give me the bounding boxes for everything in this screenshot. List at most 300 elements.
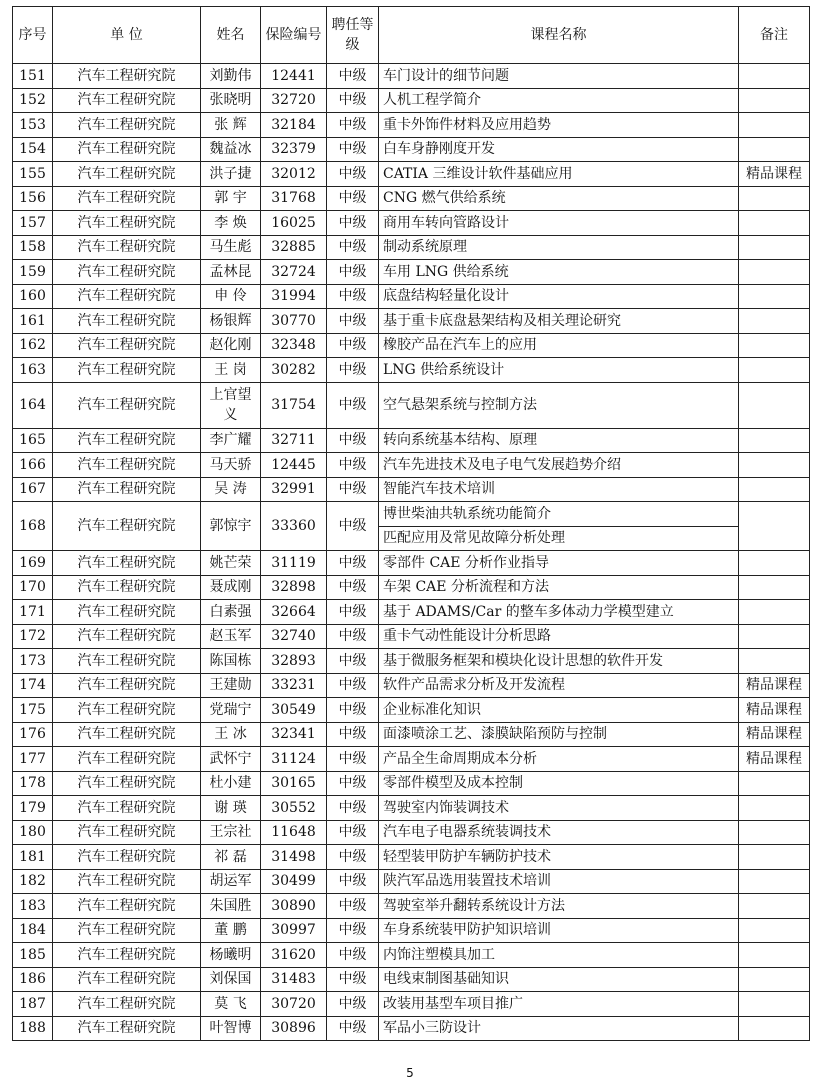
name-cell: 王 岗 (201, 358, 261, 383)
note-cell (739, 309, 810, 334)
name-cell: 郭 宇 (201, 186, 261, 211)
insurance-no-cell: 32711 (261, 428, 327, 453)
course-cell: 内饰注塑模具加工 (379, 943, 739, 968)
insurance-no-cell: 31124 (261, 747, 327, 772)
name-cell: 祁 磊 (201, 845, 261, 870)
note-cell: 精品课程 (739, 673, 810, 698)
unit-cell: 汽车工程研究院 (53, 88, 201, 113)
note-cell (739, 918, 810, 943)
insurance-no-cell: 32341 (261, 722, 327, 747)
insurance-no-cell: 33360 (261, 502, 327, 551)
course-cell: 轻型装甲防护车辆防护技术 (379, 845, 739, 870)
name-cell: 张 辉 (201, 113, 261, 138)
unit-cell: 汽车工程研究院 (53, 502, 201, 551)
table-row (13, 235, 810, 260)
note-cell (739, 575, 810, 600)
course-cell: 软件产品需求分析及开发流程 (379, 673, 739, 698)
name-cell: 马天骄 (201, 453, 261, 478)
table-body (13, 64, 810, 1041)
grade-cell: 中级 (327, 967, 379, 992)
course-cell: 转向系统基本结构、原理 (379, 428, 739, 453)
course-cell: CATIA 三维设计软件基础应用 (379, 162, 739, 187)
course-cell: 面漆喷涂工艺、漆膜缺陷预防与控制 (379, 722, 739, 747)
unit-cell: 汽车工程研究院 (53, 992, 201, 1017)
grade-cell: 中级 (327, 796, 379, 821)
row-number-cell: 174 (13, 673, 53, 698)
name-cell: 党瑞宁 (201, 698, 261, 723)
insurance-no-cell: 32184 (261, 113, 327, 138)
course-cell: 电线束制图基础知识 (379, 967, 739, 992)
note-cell (739, 502, 810, 551)
row-number-cell: 167 (13, 477, 53, 502)
unit-cell: 汽车工程研究院 (53, 796, 201, 821)
unit-cell: 汽车工程研究院 (53, 358, 201, 383)
row-number-cell: 172 (13, 624, 53, 649)
name-cell: 王宗社 (201, 820, 261, 845)
table-row (13, 698, 810, 723)
name-cell: 魏益冰 (201, 137, 261, 162)
row-number-cell: 188 (13, 1016, 53, 1041)
insurance-no-cell: 31768 (261, 186, 327, 211)
grade-cell: 中级 (327, 333, 379, 358)
unit-cell: 汽车工程研究院 (53, 967, 201, 992)
unit-cell: 汽车工程研究院 (53, 137, 201, 162)
insurance-no-cell: 30165 (261, 771, 327, 796)
unit-cell: 汽车工程研究院 (53, 309, 201, 334)
header-grade: 聘任等级 (327, 7, 379, 64)
name-cell: 王 冰 (201, 722, 261, 747)
row-number-cell: 170 (13, 575, 53, 600)
grade-cell: 中级 (327, 551, 379, 576)
row-number-cell: 175 (13, 698, 53, 723)
grade-cell: 中级 (327, 820, 379, 845)
grade-cell: 中级 (327, 894, 379, 919)
name-cell: 张晓明 (201, 88, 261, 113)
table-row (13, 477, 810, 502)
insurance-no-cell: 30890 (261, 894, 327, 919)
insurance-no-cell: 30282 (261, 358, 327, 383)
unit-cell: 汽车工程研究院 (53, 649, 201, 674)
unit-cell: 汽车工程研究院 (53, 820, 201, 845)
row-number-cell: 165 (13, 428, 53, 453)
grade-cell: 中级 (327, 649, 379, 674)
name-cell: 吴 涛 (201, 477, 261, 502)
note-cell (739, 453, 810, 478)
grade-cell: 中级 (327, 382, 379, 428)
course-cell: 车身系统装甲防护知识培训 (379, 918, 739, 943)
insurance-no-cell: 32012 (261, 162, 327, 187)
row-number-cell: 180 (13, 820, 53, 845)
name-cell: 李广耀 (201, 428, 261, 453)
row-number-cell: 186 (13, 967, 53, 992)
course-cell: 匹配应用及常见故障分析处理 (379, 526, 739, 551)
page-number: 5 (406, 1066, 414, 1080)
course-cell: 智能汽车技术培训 (379, 477, 739, 502)
name-cell: 郭惊宇 (201, 502, 261, 551)
grade-cell: 中级 (327, 113, 379, 138)
row-number-cell: 163 (13, 358, 53, 383)
note-cell (739, 771, 810, 796)
row-number-cell: 154 (13, 137, 53, 162)
note-cell: 精品课程 (739, 162, 810, 187)
note-cell (739, 358, 810, 383)
grade-cell: 中级 (327, 869, 379, 894)
course-cell: CNG 燃气供给系统 (379, 186, 739, 211)
row-number-cell: 151 (13, 64, 53, 89)
course-cell: 基于 ADAMS/Car 的整车多体动力学模型建立 (379, 600, 739, 625)
grade-cell: 中级 (327, 575, 379, 600)
row-number-cell: 173 (13, 649, 53, 674)
grade-cell: 中级 (327, 747, 379, 772)
name-cell: 洪子捷 (201, 162, 261, 187)
note-cell (739, 894, 810, 919)
name-cell: 莫 飞 (201, 992, 261, 1017)
unit-cell: 汽车工程研究院 (53, 894, 201, 919)
insurance-no-cell: 30720 (261, 992, 327, 1017)
course-cell: 基于微服务框架和模块化设计思想的软件开发 (379, 649, 739, 674)
grade-cell: 中级 (327, 722, 379, 747)
grade-cell: 中级 (327, 1016, 379, 1041)
table-row (13, 551, 810, 576)
grade-cell: 中级 (327, 600, 379, 625)
table-row (13, 284, 810, 309)
note-cell (739, 845, 810, 870)
course-cell: 驾驶室举升翻转系统设计方法 (379, 894, 739, 919)
course-cell: 汽车电子电器系统装调技术 (379, 820, 739, 845)
note-cell (739, 649, 810, 674)
grade-cell: 中级 (327, 428, 379, 453)
name-cell: 上官望义 (201, 382, 261, 428)
note-cell (739, 137, 810, 162)
course-cell: 车用 LNG 供给系统 (379, 260, 739, 285)
row-number-cell: 160 (13, 284, 53, 309)
unit-cell: 汽车工程研究院 (53, 747, 201, 772)
insurance-no-cell: 12445 (261, 453, 327, 478)
insurance-no-cell: 32724 (261, 260, 327, 285)
row-number-cell: 159 (13, 260, 53, 285)
unit-cell: 汽车工程研究院 (53, 624, 201, 649)
grade-cell: 中级 (327, 992, 379, 1017)
table-row (13, 309, 810, 334)
unit-cell: 汽车工程研究院 (53, 162, 201, 187)
table-row (13, 211, 810, 236)
insurance-no-cell: 32379 (261, 137, 327, 162)
table-row (13, 600, 810, 625)
row-number-cell: 176 (13, 722, 53, 747)
name-cell: 杨曦明 (201, 943, 261, 968)
insurance-no-cell: 32898 (261, 575, 327, 600)
row-number-cell: 157 (13, 211, 53, 236)
row-number-cell: 183 (13, 894, 53, 919)
grade-cell: 中级 (327, 673, 379, 698)
table-row (13, 453, 810, 478)
name-cell: 杜小建 (201, 771, 261, 796)
unit-cell: 汽车工程研究院 (53, 722, 201, 747)
name-cell: 申 伶 (201, 284, 261, 309)
name-cell: 谢 瑛 (201, 796, 261, 821)
note-cell (739, 1016, 810, 1041)
name-cell: 董 鹏 (201, 918, 261, 943)
row-number-cell: 162 (13, 333, 53, 358)
note-cell (739, 333, 810, 358)
course-roster-table (12, 6, 810, 1041)
grade-cell: 中级 (327, 260, 379, 285)
course-cell: 白车身静刚度开发 (379, 137, 739, 162)
unit-cell: 汽车工程研究院 (53, 918, 201, 943)
insurance-no-cell: 32740 (261, 624, 327, 649)
note-cell (739, 967, 810, 992)
note-cell (739, 551, 810, 576)
grade-cell: 中级 (327, 309, 379, 334)
table-row (13, 722, 810, 747)
course-cell: LNG 供给系统设计 (379, 358, 739, 383)
table-row (13, 502, 810, 527)
name-cell: 朱国胜 (201, 894, 261, 919)
grade-cell: 中级 (327, 771, 379, 796)
course-cell: 基于重卡底盘悬架结构及相关理论研究 (379, 309, 739, 334)
row-number-cell: 187 (13, 992, 53, 1017)
course-cell: 制动系统原理 (379, 235, 739, 260)
note-cell (739, 477, 810, 502)
name-cell: 白素强 (201, 600, 261, 625)
grade-cell: 中级 (327, 477, 379, 502)
note-cell: 精品课程 (739, 747, 810, 772)
table-row (13, 428, 810, 453)
header-note: 备注 (739, 7, 810, 64)
grade-cell: 中级 (327, 624, 379, 649)
name-cell: 王建勋 (201, 673, 261, 698)
grade-cell: 中级 (327, 137, 379, 162)
grade-cell: 中级 (327, 186, 379, 211)
note-cell (739, 235, 810, 260)
table-row (13, 869, 810, 894)
course-cell: 零部件 CAE 分析作业指导 (379, 551, 739, 576)
unit-cell: 汽车工程研究院 (53, 64, 201, 89)
note-cell (739, 284, 810, 309)
course-cell: 底盘结构轻量化设计 (379, 284, 739, 309)
insurance-no-cell: 12441 (261, 64, 327, 89)
table-row (13, 649, 810, 674)
row-number-cell: 155 (13, 162, 53, 187)
unit-cell: 汽车工程研究院 (53, 575, 201, 600)
insurance-no-cell: 32885 (261, 235, 327, 260)
table-row (13, 358, 810, 383)
header-course: 课程名称 (379, 7, 739, 64)
course-cell: 陕汽军品选用装置技术培训 (379, 869, 739, 894)
name-cell: 聂成刚 (201, 575, 261, 600)
table-row (13, 918, 810, 943)
unit-cell: 汽车工程研究院 (53, 551, 201, 576)
table-row (13, 1016, 810, 1041)
course-cell: 商用车转向管路设计 (379, 211, 739, 236)
note-cell (739, 211, 810, 236)
insurance-no-cell: 30770 (261, 309, 327, 334)
note-cell (739, 88, 810, 113)
note-cell (739, 869, 810, 894)
insurance-no-cell: 31119 (261, 551, 327, 576)
unit-cell: 汽车工程研究院 (53, 113, 201, 138)
row-number-cell: 184 (13, 918, 53, 943)
insurance-no-cell: 33231 (261, 673, 327, 698)
unit-cell: 汽车工程研究院 (53, 428, 201, 453)
name-cell: 马生彪 (201, 235, 261, 260)
table-row (13, 333, 810, 358)
course-cell: 重卡气动性能设计分析思路 (379, 624, 739, 649)
name-cell: 李 焕 (201, 211, 261, 236)
row-number-cell: 185 (13, 943, 53, 968)
table-row (13, 575, 810, 600)
insurance-no-cell: 31620 (261, 943, 327, 968)
table-row (13, 113, 810, 138)
unit-cell: 汽车工程研究院 (53, 260, 201, 285)
note-cell (739, 260, 810, 285)
course-cell: 橡胶产品在汽车上的应用 (379, 333, 739, 358)
note-cell: 精品课程 (739, 698, 810, 723)
row-number-cell: 156 (13, 186, 53, 211)
table-row (13, 624, 810, 649)
name-cell: 胡运军 (201, 869, 261, 894)
name-cell: 叶智博 (201, 1016, 261, 1041)
course-cell: 军品小三防设计 (379, 1016, 739, 1041)
row-number-cell: 166 (13, 453, 53, 478)
name-cell: 姚芒荣 (201, 551, 261, 576)
insurance-no-cell: 30997 (261, 918, 327, 943)
grade-cell: 中级 (327, 502, 379, 551)
insurance-no-cell: 30499 (261, 869, 327, 894)
table-row (13, 88, 810, 113)
grade-cell: 中级 (327, 358, 379, 383)
name-cell: 武怀宁 (201, 747, 261, 772)
course-cell: 人机工程学简介 (379, 88, 739, 113)
table-row (13, 382, 810, 428)
insurance-no-cell: 11648 (261, 820, 327, 845)
insurance-no-cell: 31483 (261, 967, 327, 992)
row-number-cell: 179 (13, 796, 53, 821)
row-number-cell: 152 (13, 88, 53, 113)
insurance-no-cell: 31754 (261, 382, 327, 428)
row-number-cell: 178 (13, 771, 53, 796)
insurance-no-cell: 32720 (261, 88, 327, 113)
unit-cell: 汽车工程研究院 (53, 235, 201, 260)
table-row (13, 796, 810, 821)
unit-cell: 汽车工程研究院 (53, 211, 201, 236)
note-cell (739, 992, 810, 1017)
unit-cell: 汽车工程研究院 (53, 673, 201, 698)
insurance-no-cell: 31498 (261, 845, 327, 870)
course-cell: 零部件模型及成本控制 (379, 771, 739, 796)
name-cell: 赵玉军 (201, 624, 261, 649)
unit-cell: 汽车工程研究院 (53, 845, 201, 870)
unit-cell: 汽车工程研究院 (53, 382, 201, 428)
course-cell: 车架 CAE 分析流程和方法 (379, 575, 739, 600)
insurance-no-cell: 30552 (261, 796, 327, 821)
name-cell: 刘勤伟 (201, 64, 261, 89)
unit-cell: 汽车工程研究院 (53, 333, 201, 358)
name-cell: 赵化刚 (201, 333, 261, 358)
row-number-cell: 153 (13, 113, 53, 138)
unit-cell: 汽车工程研究院 (53, 453, 201, 478)
row-number-cell: 177 (13, 747, 53, 772)
header-no: 序号 (13, 7, 53, 64)
row-number-cell: 168 (13, 502, 53, 551)
table-row (13, 943, 810, 968)
note-cell (739, 820, 810, 845)
note-cell (739, 382, 810, 428)
note-cell (739, 943, 810, 968)
grade-cell: 中级 (327, 453, 379, 478)
grade-cell: 中级 (327, 284, 379, 309)
table-row (13, 820, 810, 845)
insurance-no-cell: 32664 (261, 600, 327, 625)
grade-cell: 中级 (327, 64, 379, 89)
insurance-no-cell: 32348 (261, 333, 327, 358)
table-row (13, 137, 810, 162)
course-cell: 车门设计的细节问题 (379, 64, 739, 89)
course-cell: 空气悬架系统与控制方法 (379, 382, 739, 428)
note-cell (739, 600, 810, 625)
table-row (13, 162, 810, 187)
course-cell: 驾驶室内饰装调技术 (379, 796, 739, 821)
insurance-no-cell: 32893 (261, 649, 327, 674)
insurance-no-cell: 30549 (261, 698, 327, 723)
grade-cell: 中级 (327, 162, 379, 187)
table-row (13, 186, 810, 211)
course-cell: 企业标准化知识 (379, 698, 739, 723)
unit-cell: 汽车工程研究院 (53, 477, 201, 502)
table-row (13, 260, 810, 285)
note-cell (739, 64, 810, 89)
grade-cell: 中级 (327, 88, 379, 113)
unit-cell: 汽车工程研究院 (53, 1016, 201, 1041)
note-cell (739, 796, 810, 821)
course-cell: 博世柴油共轨系统功能简介 (379, 502, 739, 527)
row-number-cell: 181 (13, 845, 53, 870)
grade-cell: 中级 (327, 845, 379, 870)
row-number-cell: 164 (13, 382, 53, 428)
row-number-cell: 169 (13, 551, 53, 576)
unit-cell: 汽车工程研究院 (53, 284, 201, 309)
table-row (13, 673, 810, 698)
name-cell: 孟林昆 (201, 260, 261, 285)
table-row (13, 771, 810, 796)
name-cell: 杨银辉 (201, 309, 261, 334)
row-number-cell: 161 (13, 309, 53, 334)
course-cell: 汽车先进技术及电子电气发展趋势介绍 (379, 453, 739, 478)
unit-cell: 汽车工程研究院 (53, 600, 201, 625)
table-row (13, 64, 810, 89)
unit-cell: 汽车工程研究院 (53, 943, 201, 968)
header-name: 姓名 (201, 7, 261, 64)
insurance-no-cell: 16025 (261, 211, 327, 236)
insurance-no-cell: 31994 (261, 284, 327, 309)
note-cell (739, 624, 810, 649)
unit-cell: 汽车工程研究院 (53, 771, 201, 796)
unit-cell: 汽车工程研究院 (53, 698, 201, 723)
grade-cell: 中级 (327, 235, 379, 260)
table-row (13, 747, 810, 772)
course-cell: 改装用基型车项目推广 (379, 992, 739, 1017)
unit-cell: 汽车工程研究院 (53, 869, 201, 894)
table-row (13, 894, 810, 919)
table-row (13, 967, 810, 992)
grade-cell: 中级 (327, 211, 379, 236)
row-number-cell: 171 (13, 600, 53, 625)
insurance-no-cell: 30896 (261, 1016, 327, 1041)
table-row (13, 992, 810, 1017)
row-number-cell: 158 (13, 235, 53, 260)
unit-cell: 汽车工程研究院 (53, 186, 201, 211)
note-cell (739, 113, 810, 138)
